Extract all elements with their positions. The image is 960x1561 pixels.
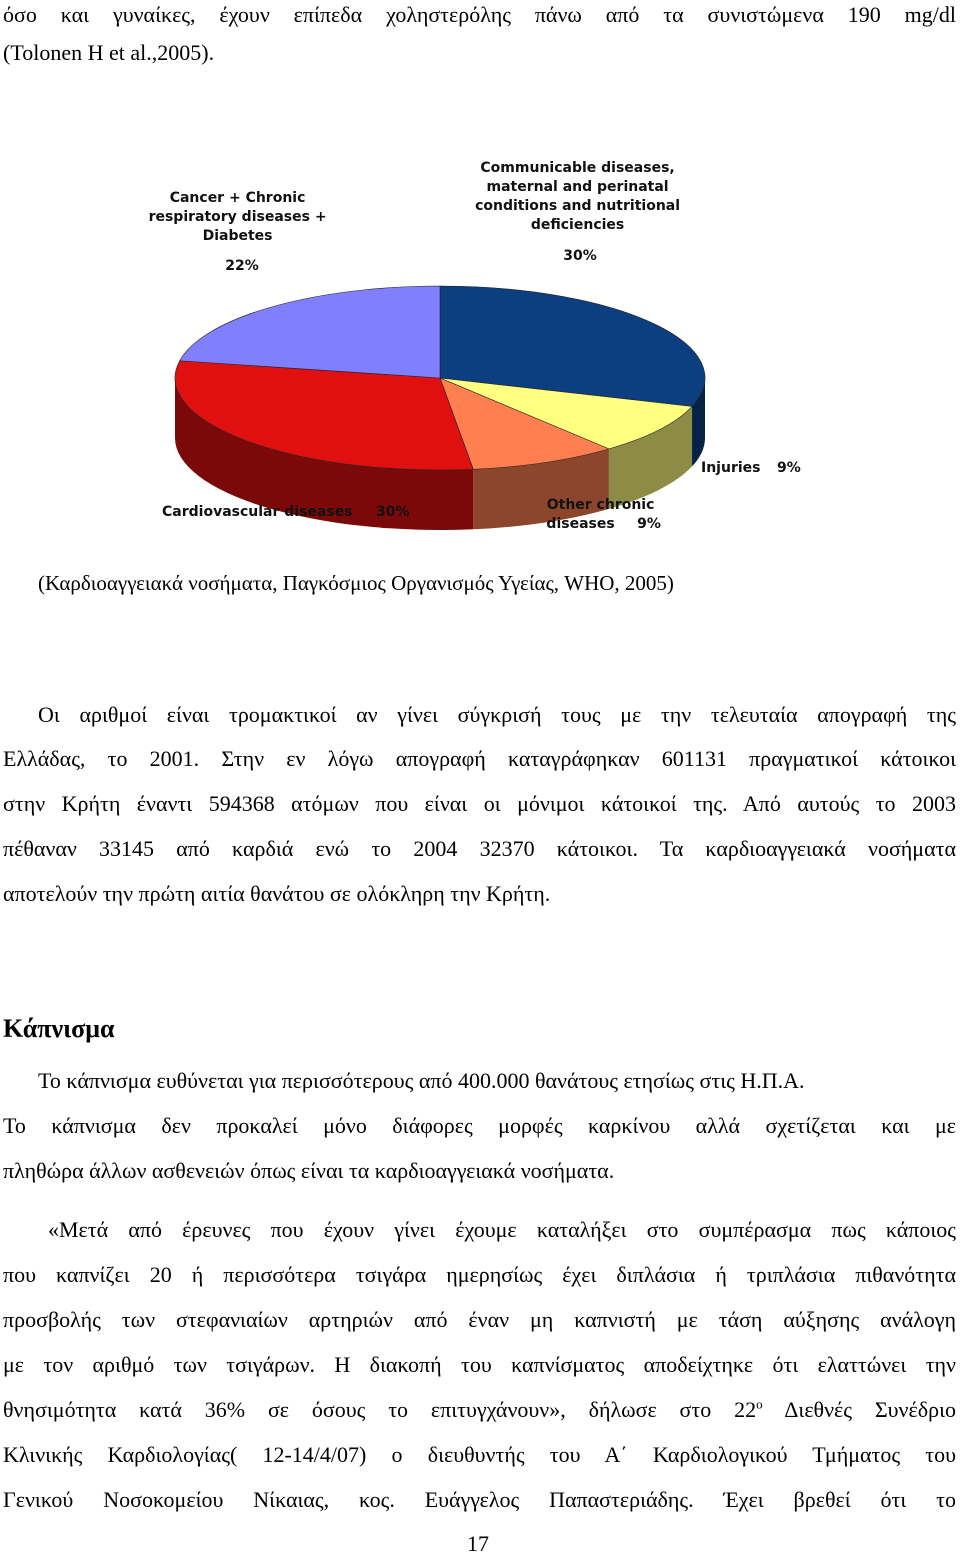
para3-line-5-b: Διεθνές Συνέδριο <box>762 1397 956 1422</box>
ordinal-superscript: ο <box>756 1396 763 1412</box>
figure-caption: (Καρδιοαγγειακά νοσήματα, Παγκόσμιος Οργανισμός Υγείας, WHO, 2005) <box>38 571 674 595</box>
para2-line-1: Το κάπνισμα ευθύνεται για περισσότερους από 400.000 θανάτους ετησίως στις Η.Π.Α. <box>38 1068 805 1093</box>
intro-line-2: (Tolonen H et al.,2005). <box>3 40 215 65</box>
para3-line-4: με τον αριθμό των τσιγάρων. Η διακοπή του καπνίσματος αποδείχτηκε ότι ελαττώνει την <box>3 1352 956 1377</box>
para3-line-2: που καπνίζει 20 ή περισσότερα τσιγάρα ημερησίως έχει διπλάσια ή τριπλάσια πιθανότητα <box>3 1262 956 1287</box>
label-cancer-l1: Cancer + Chronic <box>169 190 306 206</box>
label-communicable-l1: Communicable diseases, <box>480 160 675 176</box>
label-other-pct: 9% <box>637 516 661 532</box>
para3-line-3: προσβολής των στεφανιαίων αρτηριών από έναν μη καπνιστή με τάση αύξησης ανάλογη <box>3 1307 956 1332</box>
para1-line-1: Οι αριθμοί είναι τρομακτικοί αν γίνει σύγκρισή τους με την τελευταία απογραφή της <box>38 702 956 727</box>
para3-line-7: Γενικού Νοσοκομείου Νίκαιας, κος. Ευάγγελος Παπαστεριάδης. Έχει βρεθεί ότι το <box>3 1487 956 1512</box>
label-communicable-pct: 30% <box>563 248 597 264</box>
intro-line-1: όσο και γυναίκες, έχουν επίπεδα χοληστερόλης πάνω από τα συνιστώμενα 190 mg/dl <box>3 2 956 27</box>
para1-line-2: Ελλάδας, το 2001. Στην εν λόγω απογραφή καταγράφηκαν 601131 πραγματικοί κάτοικοι <box>3 746 956 771</box>
label-cancer <box>149 190 332 274</box>
para2-line-2: Το κάπνισμα δεν προκαλεί μόνο διάφορες μορφές καρκίνου αλλά σχετίζεται και με <box>3 1113 956 1138</box>
label-other-l2: diseases <box>546 516 615 532</box>
para3-line-5 <box>3 1395 956 1425</box>
label-cancer-pct: 22% <box>225 258 259 274</box>
pie-chart <box>140 150 820 540</box>
label-cancer-l3: Diabetes <box>202 228 273 244</box>
label-cancer-l2: respiratory diseases + <box>148 209 327 225</box>
section-heading-smoking: Κάπνισμα <box>3 1014 115 1043</box>
para2-line-3: πληθώρα άλλων ασθενειών όπως είναι τα καρδιοαγγειακά νοσήματα. <box>3 1158 615 1183</box>
para1-line-3: στην Κρήτη έναντι 594368 ατόμων που είναι οι μόνιμοι κάτοικοί της. Από αυτούς το 2003 <box>3 791 956 816</box>
label-other-l1: Other chronic <box>546 497 655 513</box>
label-cardio-pct: 30% <box>376 504 410 520</box>
label-communicable-l2: maternal and perinatal <box>486 179 669 195</box>
label-communicable <box>475 160 685 264</box>
label-injuries <box>701 460 801 476</box>
label-cardio-name: Cardiovascular diseases <box>162 504 353 520</box>
para1-line-5: αποτελούν την πρώτη αιτία θανάτου σε ολόκληρη την Κρήτη. <box>3 881 551 906</box>
label-communicable-l4: deficiencies <box>530 217 625 233</box>
para1-line-4: πέθαναν 33145 από καρδιά ενώ το 2004 32370 κάτοικοι. Τα καρδιοαγγειακά νοσήματα <box>3 836 956 861</box>
para3-line-6: Κλινικής Καρδιολογίας( 12-14/4/07) ο διευθυντής του Α΄ Καρδιολογικού Τμήματος του <box>3 1442 956 1467</box>
page-number: 17 <box>467 1531 489 1556</box>
label-injuries-pct: 9% <box>777 460 801 476</box>
label-injuries-name: Injuries <box>701 460 761 476</box>
label-communicable-l3: conditions and nutritional <box>475 198 681 214</box>
para3-line-5-a: θνησιμότητα κατά 36% σε όσους το επιτυγχάνουν», δήλωσε στο 22 <box>3 1397 757 1422</box>
para3-line-1: «Μετά από έρευνες που έχουν γίνει έχουμε καταλήξει στο συμπέρασμα πως κάποιος <box>48 1217 956 1242</box>
